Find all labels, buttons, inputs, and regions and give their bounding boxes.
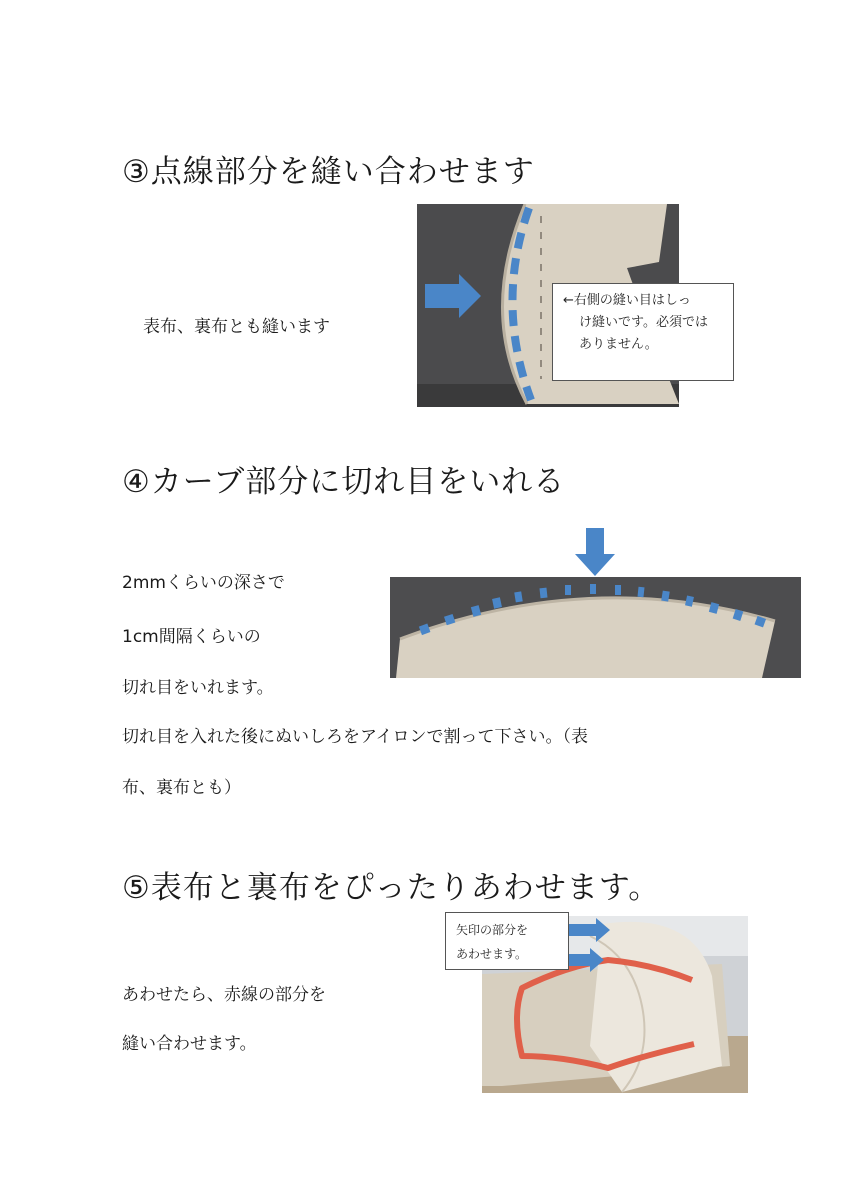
callout-line: け縫いです。必須では xyxy=(579,315,708,330)
section-4-body-line: 2mmくらいの深さで xyxy=(122,573,285,593)
section-4-body-line: 切れ目を入れた後にぬいしろをアイロンで割って下さい。（表 xyxy=(122,727,588,747)
section-3-body-line: 表布、裏布とも縫います xyxy=(143,317,330,337)
section-4-body-line: 布、裏布とも） xyxy=(122,778,241,798)
arrow-down-icon xyxy=(575,528,615,580)
callout-line: ←右側の縫い目はしっ xyxy=(563,293,691,308)
section-3-callout xyxy=(552,283,734,381)
section-4-body-line: 切れ目をいれます。 xyxy=(122,678,274,698)
callout-line: ありません。 xyxy=(579,337,658,352)
section-5-body-line: 縫い合わせます。 xyxy=(122,1034,257,1054)
section-4-photo xyxy=(390,577,801,678)
section-4-body-line: 1cm間隔くらいの xyxy=(122,627,261,647)
section-4-heading: ④カーブ部分に切れ目をいれる xyxy=(122,464,566,500)
section-5-callout xyxy=(445,912,569,970)
callout-line: あわせます。 xyxy=(456,947,528,961)
section-5-heading: ⑤表布と裏布をぴったりあわせます。 xyxy=(122,870,661,906)
section-3-heading: ③点線部分を縫い合わせます xyxy=(122,154,535,190)
callout-line: 矢印の部分を xyxy=(456,923,529,937)
section-5-body-line: あわせたら、赤線の部分を xyxy=(122,985,326,1005)
